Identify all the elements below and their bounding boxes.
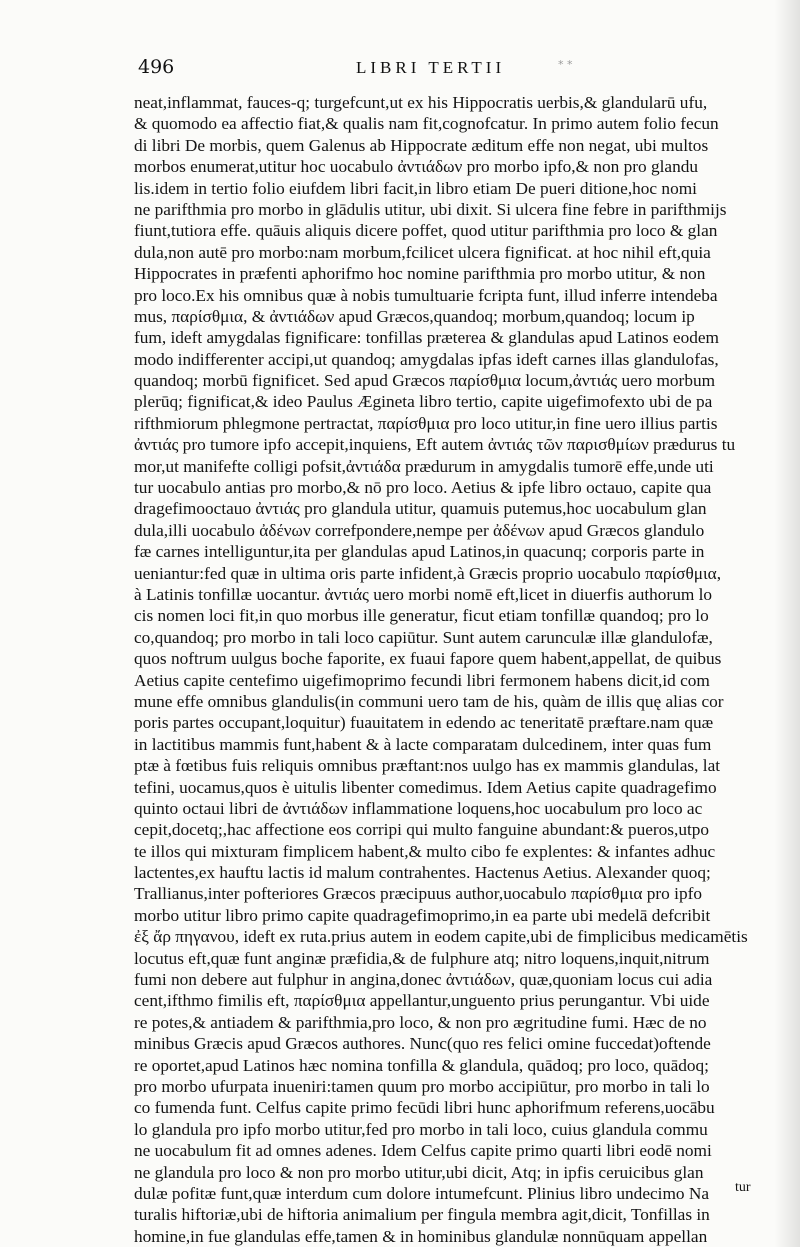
text-line: à Latinis tonfillæ uocantur. ἀντιάς uero morbi nomē eft,licet in diuerfis authorum lo: [134, 584, 713, 604]
running-head-title: LIBRI TERTII: [356, 58, 506, 77]
text-line: locutus eft,quæ funt anginæ præfidia,& de fulphure atq; nitro loquens,inquit,nitrum: [134, 948, 710, 968]
text-line: Aetius capite centefimo uigefimoprimo fecundi libri fermonem habens dicit,id com: [134, 670, 710, 690]
text-line: re oportet,apud Latinos hæc nomina tonfilla & glandula, quādoq; pro loco, quādoq;: [134, 1055, 709, 1075]
gutter-shadow: [774, 0, 800, 1247]
text-line: morbos enumerat,utitur hoc uocabulo ἀντιάδων pro morbo ipfo,& non pro glandu: [134, 157, 698, 177]
text-line: mus, παρίσθμια, & ἀντιάδων apud Græcos,quandoq; morbum,quandoq; locum ip: [134, 306, 695, 326]
text-line: dulæ pofitæ funt,quæ interdum cum dolore intumefcunt. Plinius libro undecimo Na: [134, 1183, 710, 1203]
text-line: lactentes,ex hauftu lactis id malum contrahentes. Hactenus Aetius. Alexander quoq;: [134, 863, 711, 883]
text-line: cepit,docetq;,hac affectione eos corripi qui multo fanguine abundant:& pueros,utpo: [134, 820, 710, 840]
text-line: quinto octaui libri de ἀντιάδων inflammatione loquens,hoc uocabulum pro loco ac: [134, 798, 703, 818]
text-line: fum, ideft amygdalas fignificare: tonfillas præterea & glandulas apud Latinos eodem: [134, 328, 719, 348]
text-line: quandoq; morbū fignificet. Sed apud Græcos παρίσθμια locum,ἀντιάς uero morbum: [134, 371, 716, 391]
text-line: plerūq; fignificat,& ideo Paulus Ægineta libro tertio, capite uigefimofexto ubi de pa: [134, 392, 713, 412]
text-line: tefini, uocamus,quos è uitulis libenter comedimus. Idem Aetius capite quadragefimo: [134, 777, 717, 797]
text-line: ἀντιάς pro tumore ipfo accepit,inquiens, Eft autem ἀντιάς τῶν παρισθμίων prædurus tu: [134, 435, 736, 455]
text-line: mune effe omnibus glandulis(in communi uero tam de his, quàm de illis quę alias cor: [134, 691, 724, 711]
text-line: Trallianus,inter pofteriores Græcos præcipuus author,uocabulo παρίσθμια pro ipfo: [134, 884, 702, 904]
text-line: pro loco.Ex his omnibus quæ à nobis tumultuarie fcripta funt, illud inferre intendeba: [134, 285, 718, 305]
text-line: ne uocabulum fit ad omnes adenes. Idem Celfus capite primo quarti libri eodē nomi: [134, 1141, 712, 1161]
text-line: quos noftrum uulgus boche faporite, ex fuaui fapore quem habent,appellat, de quibus: [134, 649, 722, 669]
text-line: fumi non debere aut fulphur in angina,donec ἀντιάδων, quæ,quoniam locus cui adia: [134, 970, 713, 990]
text-line: turalis hiftoriæ,ubi de hiftoria animalium per fingula membra agit,dicit, Tonfillas in: [134, 1205, 710, 1225]
text-line: lo glandula pro ipfo morbo utitur,fed pro morbo in tali loco, cuius glandula commu: [134, 1119, 708, 1139]
text-line: fæ carnes intelliguntur,ita per glandulas apud Latinos,in quacunq; corporis parte in: [134, 542, 705, 562]
text-line: Hippocrates in præfenti aphorifmo hoc nomine parifthmia pro morbo utitur, & non: [134, 264, 706, 284]
text-line: ptæ à fœtibus fuis reliquis omnibus præftant:nos uulgo has ex mammis glandulas, lat: [134, 756, 721, 776]
text-line: modo indifferenter accipi,ut quandoq; amygdalas ipfas ideft carnes illas glandulofas,: [134, 349, 719, 369]
text-line: cis nomen loci fit,in quo morbus ille generatur, ficut etiam tonfillæ quandoq; pro lo: [134, 606, 709, 626]
text-line: te illos qui mixturam fimplicem habent,& multo cibo fe explentes: & infantes adhuc: [134, 841, 716, 861]
text-line: rifthmiorum phlegmone pertractat, παρίσθμια pro loco utitur,in fine uero illius partis: [134, 413, 718, 433]
text-line: co fumenda funt. Celfus capite primo fecūdi libri hunc aphorifmum referens,uocābu: [134, 1098, 715, 1118]
text-line: morbo utitur libro primo capite quadragefimoprimo,in ea parte ubi medelā defcribit: [134, 905, 711, 925]
text-line: fiunt,tutiora effe. quāuis aliquis dicere poffet, quod utitur parifthmia pro loco & glan: [134, 221, 718, 241]
text-line: lis.idem in tertio folio eiufdem libri facit,in libro etiam De pueri ditione,hoc nomi: [134, 178, 697, 198]
text-line: neat,inflammat, fauces‑q; turgefcunt,ut ex his Hippocratis uerbis,& glandularū ufu,: [134, 93, 708, 112]
text-line: cent,ifthmo fimilis eft, παρίσθμια appellantur,unguento prius perungantur. Vbi uide: [134, 991, 710, 1011]
text-line: minibus Græcis apud Græcos authores. Nunc(quo res felici omine fuccedat)oftende: [134, 1034, 711, 1054]
running-head: [138, 52, 778, 82]
text-line: dula,non autē pro morbo:nam morbum,fcilicet ulcera fignificat. at hoc nihil eft,quia: [134, 242, 711, 262]
text-line: mor,ut manifefte colligi pofsit,ἀντιάδα prædurum in amygdalis tumorē effe,unde uti: [134, 456, 714, 476]
text-line: co,quandoq; pro morbo in tali loco capiūtur. Sunt autem carunculæ illæ glandulofæ,: [134, 627, 713, 647]
text-line: & quomodo ea affectio fiat,& qualis nam fit,cognofcatur. In primo autem folio fecun: [134, 114, 719, 134]
text-line: ne glandula pro loco & non pro morbo utitur,ubi dicit, Atq; in ipfis ceruicibus glan: [134, 1162, 704, 1182]
text-line: homine,in fue glandulas effe,tamen & in hominibus glandulæ nonnūquam appellan: [134, 1226, 708, 1246]
text-line: re potes,& antiadem & parifthmia,pro loco, & non pro ægritudine fumi. Hæc de no: [134, 1012, 707, 1032]
text-line: ueniantur:fed quæ in ultima oris parte infident,à Græcis proprio uocabulo παρίσθμια,: [134, 563, 722, 583]
text-line: in lactitibus mammis funt,habent & à lacte comparatam dulcedinem, inter quas fum: [134, 734, 712, 754]
ink-mark: * *: [558, 58, 573, 71]
text-line: dragefimooctauo ἀντιάς pro glandula utitur, quamuis putemus,hoc uocabulum glan: [134, 499, 707, 519]
page-number: 496: [138, 56, 175, 78]
body-text: [134, 92, 764, 1247]
text-line: di libri De morbis, quem Galenus ab Hippocrate æditum effe non negat, ubi multos: [134, 135, 709, 155]
catchword: tur: [735, 1180, 751, 1195]
text-line: ne parifthmia pro morbo in glādulis utitur, ubi dixit. Si ulcera fine febre in parifthmijs: [134, 199, 727, 219]
text-line: dula,illi uocabulo ἀδένων correfpondere,nempe per ἀδένων apud Græcos glandulo: [134, 520, 705, 540]
text-line: tur uocabulo antias pro morbo,& nō pro loco. Aetius & ipfe libro octauo, capite qua: [134, 478, 712, 498]
text-line: poris partes occupant,loquitur) fuauitatem in edendo ac teneritatē præftare.nam quæ: [134, 713, 714, 733]
text-line: pro morbo ufurpata inueniri:tamen quum pro morbo accipiūtur, pro morbo in tali lo: [134, 1076, 710, 1096]
text-line: ἐξ ἄρ πηγανου, ideft ex ruta.prius autem in eodem capite,ubi de fimplicibus medicamētis: [134, 927, 748, 947]
